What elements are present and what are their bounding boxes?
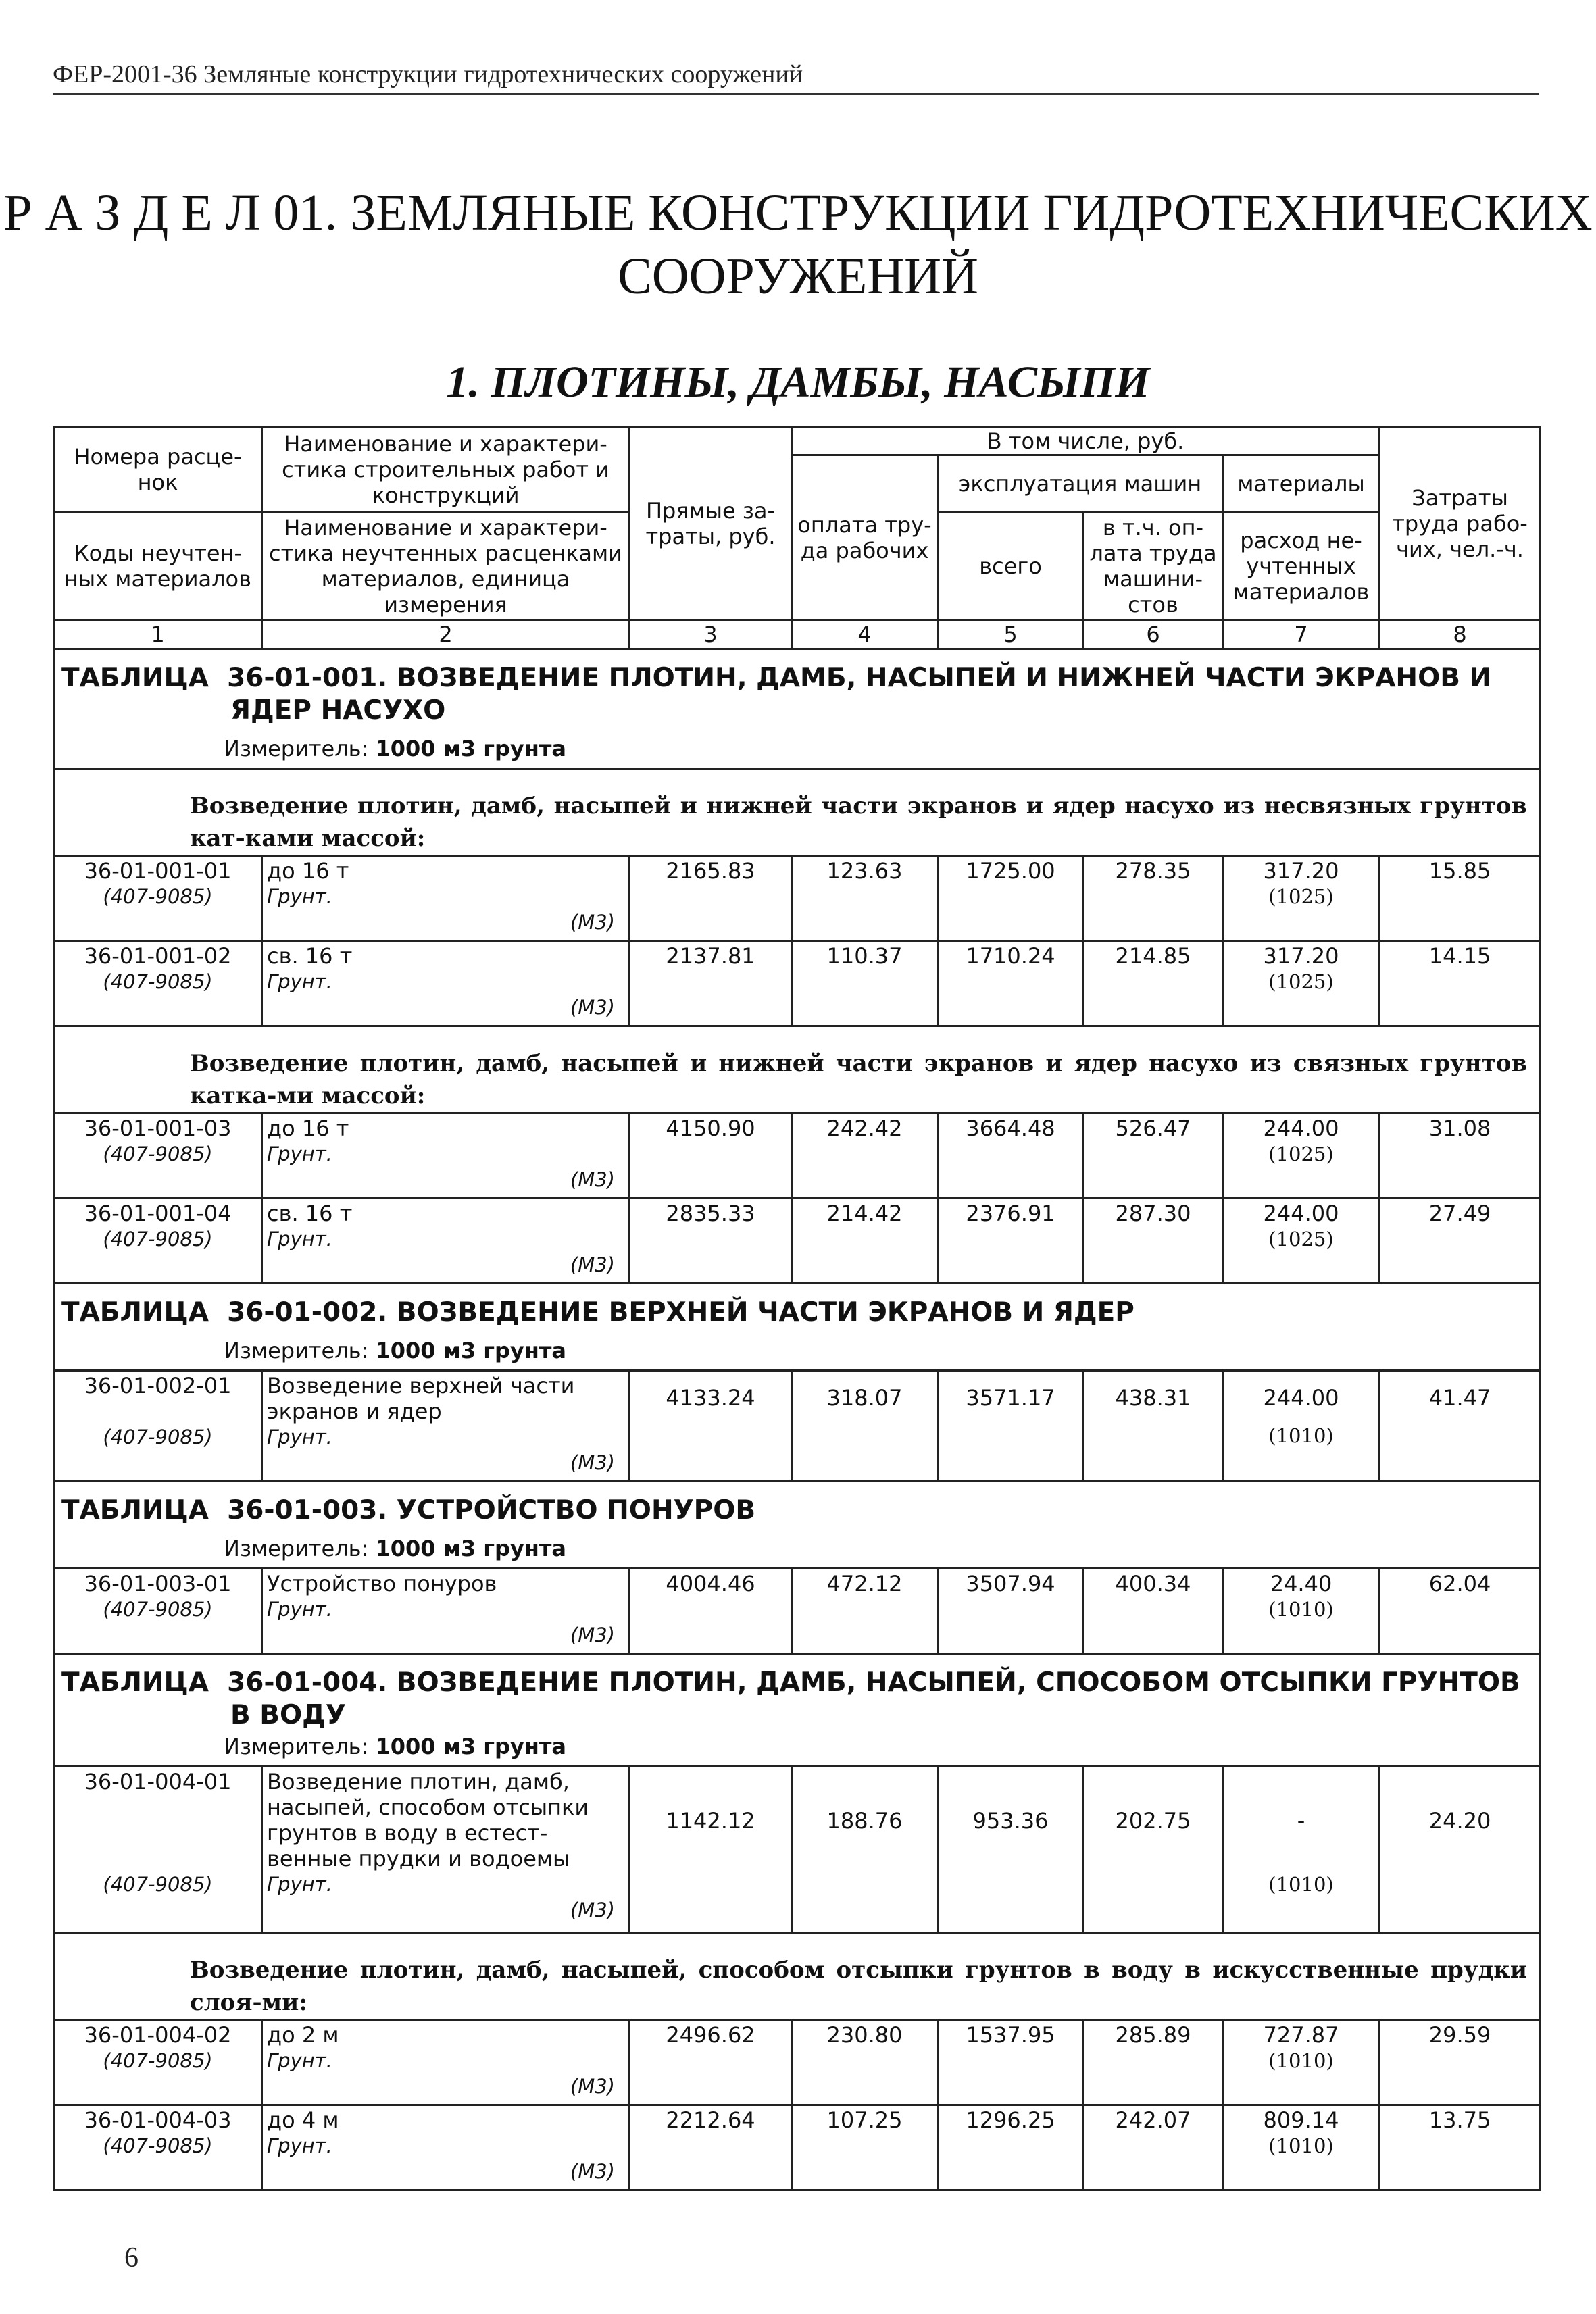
table-label: ТАБЛИЦА bbox=[61, 1667, 209, 1698]
table-title-line1: 36-01-003. УСТРОЙСТВО ПОНУРОВ bbox=[227, 1495, 756, 1526]
header-row-1 bbox=[54, 427, 1541, 455]
labor-hours: 62.04 bbox=[1380, 1569, 1541, 1654]
section-title-line2: СООРУЖЕНИЙ bbox=[618, 248, 978, 305]
material-code-ref: (1025) bbox=[1268, 1142, 1334, 1165]
rate-name: св. 16 т bbox=[267, 1201, 353, 1226]
rate-name: св. 16 т bbox=[267, 943, 353, 969]
material-qty: - bbox=[1297, 1808, 1305, 1834]
material-name: Грунт. bbox=[267, 885, 332, 908]
table-row bbox=[54, 1569, 1541, 1654]
direct-costs: 4150.90 bbox=[630, 1113, 792, 1199]
machines-total: 3571.17 bbox=[938, 1371, 1084, 1482]
table-meter bbox=[61, 734, 1532, 763]
rate-code-cell bbox=[54, 2020, 262, 2105]
rate-code: 36-01-002-01 bbox=[84, 1373, 232, 1399]
machinists-pay: 202.75 bbox=[1084, 1767, 1223, 1933]
table-heading-row bbox=[54, 1654, 1541, 1767]
table-meter bbox=[61, 1534, 1532, 1563]
table-row bbox=[54, 2020, 1541, 2105]
material-unit: (М3) bbox=[570, 2160, 615, 2183]
rate-name: до 2 м bbox=[267, 2022, 339, 2048]
material-qty-cell bbox=[1223, 2020, 1380, 2105]
rate-code: 36-01-004-02 bbox=[84, 2022, 232, 2048]
material-name: Грунт. bbox=[267, 2134, 332, 2157]
material-unit: (М3) bbox=[570, 1624, 615, 1646]
section-title-line1: Р А З Д Е Л 01. ЗЕМЛЯНЫЕ КОНСТРУКЦИИ ГИДРОТЕХНИЧЕСКИХ bbox=[3, 184, 1593, 241]
labor-pay: 214.42 bbox=[792, 1199, 938, 1284]
material-code-ref: (1010) bbox=[1268, 1424, 1334, 1447]
material-name: Грунт. bbox=[267, 970, 332, 993]
material-qty: 244.00 bbox=[1263, 1115, 1339, 1141]
header-labor-pay: оплата тру-да рабочих bbox=[792, 455, 938, 620]
material-name: Грунт. bbox=[267, 2049, 332, 2072]
group-heading-row bbox=[54, 1933, 1541, 2020]
column-numbers-row bbox=[54, 620, 1541, 649]
labor-pay: 107.25 bbox=[792, 2105, 938, 2190]
table-row bbox=[54, 856, 1541, 941]
material-code: (407-9085) bbox=[103, 2134, 213, 2157]
rate-code: 36-01-001-04 bbox=[84, 1201, 232, 1226]
labor-pay: 472.12 bbox=[792, 1569, 938, 1654]
machinists-pay: 400.34 bbox=[1084, 1569, 1223, 1654]
table-heading-row bbox=[54, 1482, 1541, 1569]
labor-hours: 14.15 bbox=[1380, 941, 1541, 1026]
rate-code: 36-01-001-02 bbox=[84, 943, 232, 969]
direct-costs: 2496.62 bbox=[630, 2020, 792, 2105]
labor-hours: 24.20 bbox=[1380, 1767, 1541, 1933]
material-code: (407-9085) bbox=[103, 1873, 213, 1896]
material-qty-cell bbox=[1223, 1113, 1380, 1199]
section-title bbox=[0, 181, 1596, 308]
material-qty: 727.87 bbox=[1263, 2022, 1339, 2048]
material-qty: 317.20 bbox=[1263, 943, 1339, 969]
machines-total: 953.36 bbox=[938, 1767, 1084, 1933]
header-machinists-pay: в т.ч. оп-лата труда машини-стов bbox=[1084, 512, 1223, 620]
column-number: 1 bbox=[54, 620, 262, 649]
material-code: (407-9085) bbox=[103, 1228, 213, 1251]
machines-total: 1725.00 bbox=[938, 856, 1084, 941]
rate-code: 36-01-001-03 bbox=[84, 1115, 232, 1141]
material-qty-cell bbox=[1223, 1767, 1380, 1933]
machinists-pay: 278.35 bbox=[1084, 856, 1223, 941]
labor-pay: 242.42 bbox=[792, 1113, 938, 1199]
machines-total: 3664.48 bbox=[938, 1113, 1084, 1199]
group-heading-row bbox=[54, 1026, 1541, 1113]
header-material-codes: Коды неучтен-ных материалов bbox=[54, 512, 262, 620]
material-qty: 317.20 bbox=[1263, 858, 1339, 884]
labor-pay: 318.07 bbox=[792, 1371, 938, 1482]
material-code-ref: (1025) bbox=[1268, 885, 1334, 908]
rate-code-cell bbox=[54, 1113, 262, 1199]
labor-pay: 230.80 bbox=[792, 2020, 938, 2105]
rate-name-cell bbox=[262, 856, 630, 941]
material-code: (407-9085) bbox=[103, 885, 213, 908]
rate-name: Устройство понуров bbox=[267, 1571, 497, 1596]
rate-name-cell bbox=[262, 1199, 630, 1284]
labor-pay: 188.76 bbox=[792, 1767, 938, 1933]
table-title-line1: 36-01-004. ВОЗВЕДЕНИЕ ПЛОТИН, ДАМБ, НАСЫПЕЙ, СПОСОБОМ ОТСЫПКИ ГРУНТОВ bbox=[227, 1667, 1520, 1698]
column-number: 3 bbox=[630, 620, 792, 649]
subsection-title: 1. ПЛОТИНЫ, ДАМБЫ, НАСЫПИ bbox=[446, 357, 1150, 407]
rate-code: 36-01-004-03 bbox=[84, 2107, 232, 2133]
table-label: ТАБЛИЦА bbox=[61, 1495, 209, 1526]
material-code-ref: (1010) bbox=[1268, 2134, 1334, 2157]
header-rate-numbers: Номера расце-нок bbox=[54, 427, 262, 512]
material-code: (407-9085) bbox=[103, 1426, 213, 1449]
labor-hours: 15.85 bbox=[1380, 856, 1541, 941]
table-heading-row bbox=[54, 649, 1541, 769]
direct-costs: 1142.12 bbox=[630, 1767, 792, 1933]
column-number: 4 bbox=[792, 620, 938, 649]
rate-code-cell bbox=[54, 941, 262, 1026]
labor-pay: 123.63 bbox=[792, 856, 938, 941]
material-unit: (М3) bbox=[570, 1253, 615, 1276]
running-header: ФЕР-2001-36 Земляные конструкции гидротехнических сооружений bbox=[53, 60, 803, 89]
column-number: 5 bbox=[938, 620, 1084, 649]
material-unit: (М3) bbox=[570, 996, 615, 1019]
header-machines-group: эксплуатация машин bbox=[938, 455, 1223, 512]
direct-costs: 2212.64 bbox=[630, 2105, 792, 2190]
material-code-ref: (1025) bbox=[1268, 970, 1334, 993]
material-unit: (М3) bbox=[570, 1451, 615, 1474]
material-code-ref: (1025) bbox=[1268, 1228, 1334, 1251]
table-title-line1: 36-01-002. ВОЗВЕДЕНИЕ ВЕРХНЕЙ ЧАСТИ ЭКРАНОВ И ЯДЕР bbox=[227, 1297, 1134, 1328]
material-code-ref: (1010) bbox=[1268, 1873, 1334, 1896]
material-qty-cell bbox=[1223, 1569, 1380, 1654]
labor-hours: 31.08 bbox=[1380, 1113, 1541, 1199]
column-number: 6 bbox=[1084, 620, 1223, 649]
table-heading bbox=[54, 1284, 1541, 1371]
material-code: (407-9085) bbox=[103, 1142, 213, 1165]
machines-total: 3507.94 bbox=[938, 1569, 1084, 1654]
meter-value: 1000 м3 грунта bbox=[375, 1536, 566, 1561]
material-name: Грунт. bbox=[267, 1873, 332, 1896]
machinists-pay: 214.85 bbox=[1084, 941, 1223, 1026]
header-machines-total: всего bbox=[938, 512, 1084, 620]
material-qty-cell bbox=[1223, 1371, 1380, 1482]
rate-code: 36-01-004-01 bbox=[84, 1769, 232, 1794]
header-material-qty: расход не-учтенных материалов bbox=[1223, 512, 1380, 620]
meter-label: Измеритель: bbox=[224, 1734, 369, 1759]
machinists-pay: 287.30 bbox=[1084, 1199, 1223, 1284]
meter-label: Измеритель: bbox=[224, 1338, 369, 1363]
direct-costs: 4133.24 bbox=[630, 1371, 792, 1482]
table-row bbox=[54, 1113, 1541, 1199]
material-qty: 24.40 bbox=[1270, 1571, 1332, 1596]
machines-total: 2376.91 bbox=[938, 1199, 1084, 1284]
table-label: ТАБЛИЦА bbox=[61, 663, 209, 693]
table-heading-row bbox=[54, 1284, 1541, 1371]
column-number: 7 bbox=[1223, 620, 1380, 649]
material-unit: (М3) bbox=[570, 1168, 615, 1191]
table-label: ТАБЛИЦА bbox=[61, 1297, 209, 1328]
labor-hours: 13.75 bbox=[1380, 2105, 1541, 2190]
rate-code-cell bbox=[54, 1199, 262, 1284]
table-title bbox=[61, 1494, 1532, 1527]
material-code: (407-9085) bbox=[103, 1598, 213, 1621]
meter-label: Измеритель: bbox=[224, 736, 369, 761]
header-rule bbox=[53, 93, 1539, 95]
rate-name: до 4 м bbox=[267, 2107, 339, 2133]
meter-value: 1000 м3 грунта bbox=[375, 1734, 566, 1759]
direct-costs: 2835.33 bbox=[630, 1199, 792, 1284]
material-unit: (М3) bbox=[570, 2075, 615, 2098]
material-code: (407-9085) bbox=[103, 2049, 213, 2072]
machines-total: 1296.25 bbox=[938, 2105, 1084, 2190]
table-title-line1: 36-01-001. ВОЗВЕДЕНИЕ ПЛОТИН, ДАМБ, НАСЫПЕЙ И НИЖНЕЙ ЧАСТИ ЭКРАНОВ И bbox=[227, 663, 1492, 693]
table-heading bbox=[54, 1654, 1541, 1767]
header-direct-costs: Прямые за-траты, руб. bbox=[630, 427, 792, 620]
meter-value: 1000 м3 грунта bbox=[375, 736, 566, 761]
rate-name-cell bbox=[262, 1569, 630, 1654]
table-title-line2: В ВОДУ bbox=[230, 1700, 346, 1730]
rate-name-cell bbox=[262, 2020, 630, 2105]
machines-total: 1710.24 bbox=[938, 941, 1084, 1026]
direct-costs: 4004.46 bbox=[630, 1569, 792, 1654]
column-number: 2 bbox=[262, 620, 630, 649]
header-material-name: Наименование и характери-стика неучтенных расценками материалов, единица измерения bbox=[262, 512, 630, 620]
material-qty: 809.14 bbox=[1263, 2107, 1339, 2133]
meter-label: Измеритель: bbox=[224, 1536, 369, 1561]
table-title bbox=[61, 662, 1532, 727]
rate-name: до 16 т bbox=[267, 858, 349, 884]
rate-name: Возведение верхней части экранов и ядер bbox=[267, 1373, 575, 1424]
rate-code-cell bbox=[54, 856, 262, 941]
material-qty-cell bbox=[1223, 1199, 1380, 1284]
table-row bbox=[54, 2105, 1541, 2190]
rate-name-cell bbox=[262, 941, 630, 1026]
material-unit: (М3) bbox=[570, 911, 615, 934]
material-qty-cell bbox=[1223, 2105, 1380, 2190]
direct-costs: 2165.83 bbox=[630, 856, 792, 941]
table-meter bbox=[61, 1336, 1532, 1365]
rate-name-cell bbox=[262, 1113, 630, 1199]
table-title-line2: ЯДЕР НАСУХО bbox=[230, 695, 446, 726]
table-row bbox=[54, 1199, 1541, 1284]
group-heading: Возведение плотин, дамб, насыпей и нижней части экранов и ядер насухо из связных грунтов катка-ми массой: bbox=[54, 1026, 1541, 1113]
machinists-pay: 438.31 bbox=[1084, 1371, 1223, 1482]
rates-table bbox=[53, 426, 1541, 2191]
machinists-pay: 526.47 bbox=[1084, 1113, 1223, 1199]
labor-hours: 41.47 bbox=[1380, 1371, 1541, 1482]
labor-hours: 27.49 bbox=[1380, 1199, 1541, 1284]
material-qty-cell bbox=[1223, 856, 1380, 941]
material-name: Грунт. bbox=[267, 1228, 332, 1251]
machinists-pay: 242.07 bbox=[1084, 2105, 1223, 2190]
rate-name-cell bbox=[262, 1371, 630, 1482]
material-qty-cell bbox=[1223, 941, 1380, 1026]
header-including-group: В том числе, руб. bbox=[792, 427, 1380, 455]
meter-value: 1000 м3 грунта bbox=[375, 1338, 566, 1363]
rate-code-cell bbox=[54, 1767, 262, 1933]
table-heading bbox=[54, 649, 1541, 769]
table-title bbox=[61, 1667, 1532, 1732]
header-work-name: Наименование и характери-стика строительных работ и конструкций bbox=[262, 427, 630, 512]
material-name: Грунт. bbox=[267, 1142, 332, 1165]
material-qty: 244.00 bbox=[1263, 1385, 1339, 1411]
material-name: Грунт. bbox=[267, 1426, 332, 1449]
table-heading bbox=[54, 1482, 1541, 1569]
rate-code: 36-01-003-01 bbox=[84, 1571, 232, 1596]
rate-name-cell bbox=[262, 1767, 630, 1933]
header-labor-hours: Затраты труда рабо-чих, чел.-ч. bbox=[1380, 427, 1541, 620]
table-row bbox=[54, 1767, 1541, 1933]
material-code-ref: (1010) bbox=[1268, 2049, 1334, 2072]
group-heading-row bbox=[54, 769, 1541, 856]
table-row bbox=[54, 941, 1541, 1026]
group-heading: Возведение плотин, дамб, насыпей, способом отсыпки грунтов в воду в искусственные прудки слоя-ми: bbox=[54, 1933, 1541, 2020]
table-row bbox=[54, 1371, 1541, 1482]
rate-name: Возведение плотин, дамб, насыпей, способом отсыпки грунтов в воду в естест-венные прудки и водоемы bbox=[267, 1769, 589, 1871]
rate-name-cell bbox=[262, 2105, 630, 2190]
rate-code-cell bbox=[54, 1569, 262, 1654]
material-qty: 244.00 bbox=[1263, 1201, 1339, 1226]
table-title bbox=[61, 1297, 1532, 1329]
group-heading: Возведение плотин, дамб, насыпей и нижней части экранов и ядер насухо из несвязных грунтов кат-ками массой: bbox=[54, 769, 1541, 856]
rate-code-cell bbox=[54, 2105, 262, 2190]
header-materials-group: материалы bbox=[1223, 455, 1380, 512]
material-name: Грунт. bbox=[267, 1598, 332, 1621]
page-number: 6 bbox=[124, 2242, 139, 2273]
material-code-ref: (1010) bbox=[1268, 1598, 1334, 1621]
table-meter bbox=[61, 1732, 1532, 1761]
labor-pay: 110.37 bbox=[792, 941, 938, 1026]
material-unit: (М3) bbox=[570, 1898, 615, 1921]
rate-code: 36-01-001-01 bbox=[84, 858, 232, 884]
direct-costs: 2137.81 bbox=[630, 941, 792, 1026]
material-code: (407-9085) bbox=[103, 970, 213, 993]
machinists-pay: 285.89 bbox=[1084, 2020, 1223, 2105]
rate-code-cell bbox=[54, 1371, 262, 1482]
rate-name: до 16 т bbox=[267, 1115, 349, 1141]
machines-total: 1537.95 bbox=[938, 2020, 1084, 2105]
labor-hours: 29.59 bbox=[1380, 2020, 1541, 2105]
column-number: 8 bbox=[1380, 620, 1541, 649]
